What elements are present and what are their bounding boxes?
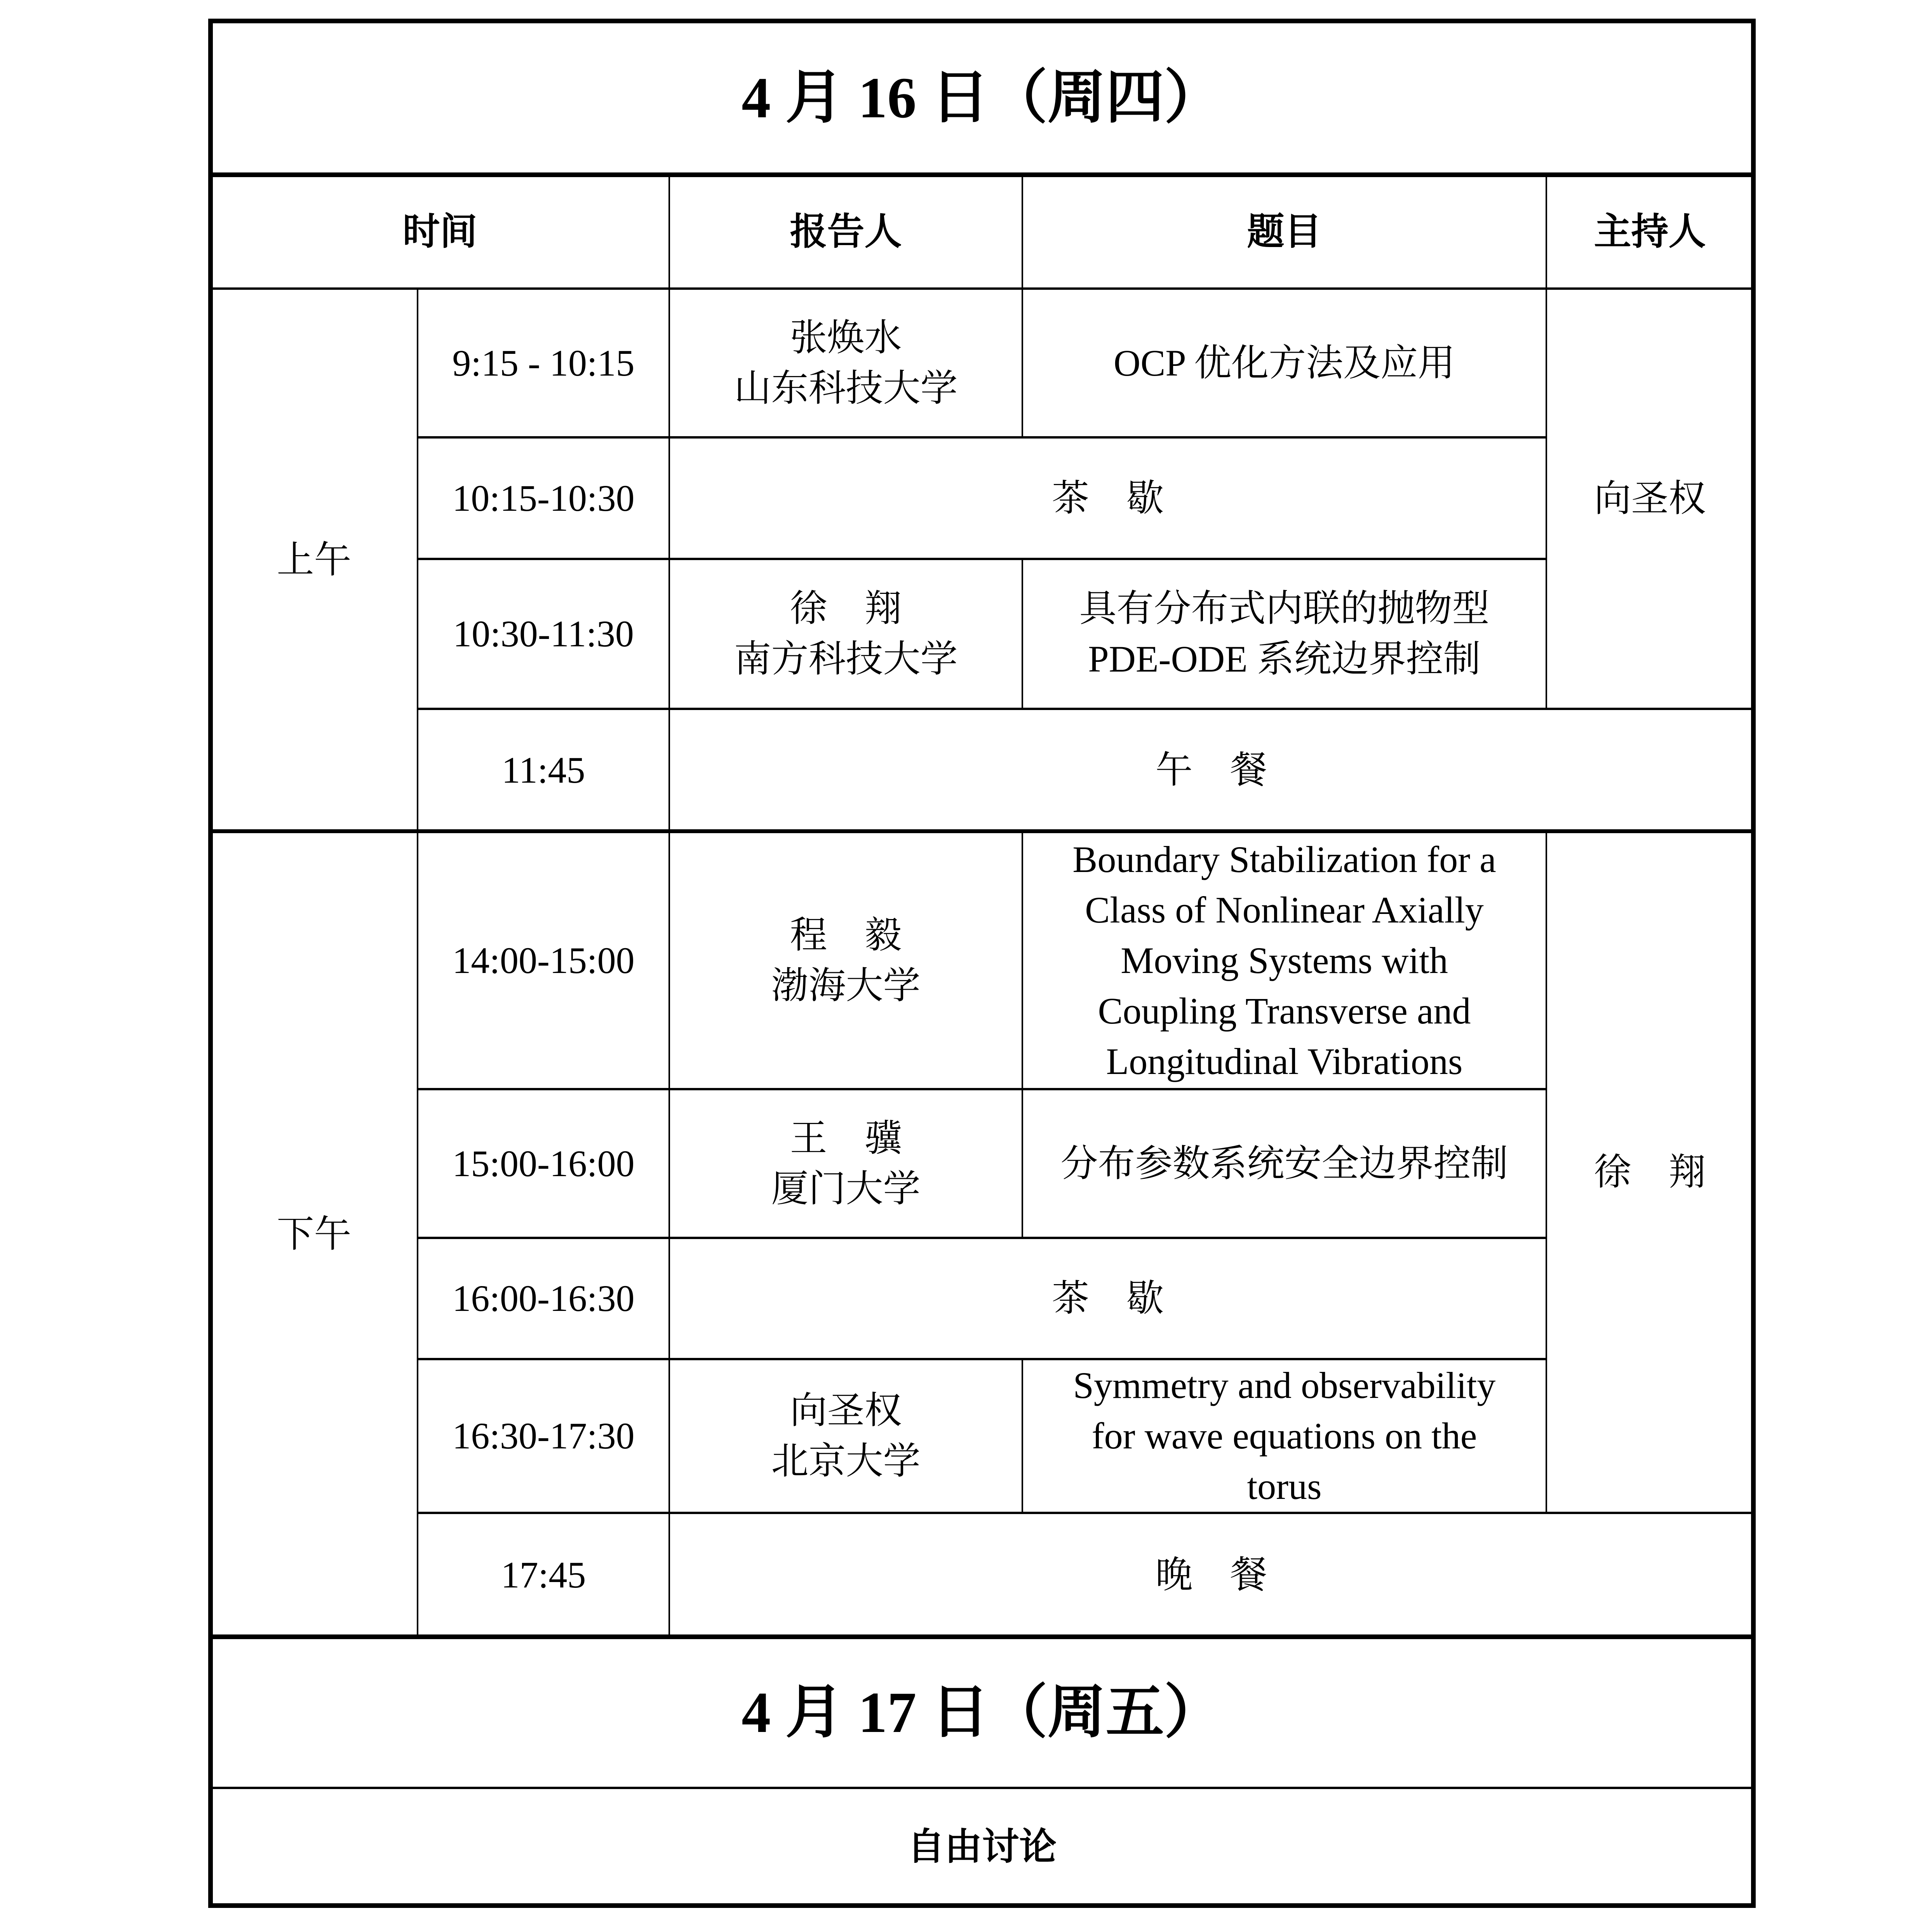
dinner-cell [669,1513,1753,1637]
table-row-time [418,1089,669,1238]
row-divider [418,708,1753,710]
table-row-time [418,1513,669,1637]
divider-morning-afternoon [208,829,1756,833]
speaker-name: 程 毅 [790,914,902,956]
day2-activity [211,1788,1753,1906]
col-divider-topic [1546,175,1547,709]
speaker-cell [669,832,1022,1089]
time-text: 16:00-16:30 [452,1278,635,1319]
topic-line: for wave equations on the [1091,1415,1477,1457]
speaker-cell [669,1089,1022,1238]
table-border-left [208,19,213,1908]
col-divider-speaker [1022,559,1023,709]
topic-line: Boundary Stabilization for a [1072,838,1496,880]
topic-line: Longitudinal Vibrations [1106,1040,1463,1082]
row-divider [211,1787,1753,1789]
topic-line: Coupling Transverse and [1098,990,1471,1032]
topic-line: Class of Nonlinear Axially [1085,889,1484,931]
morning-host-cell [1546,289,1753,709]
divider-header [211,287,1753,290]
topic-cell [1022,832,1546,1089]
break-text: 午 餐 [1155,749,1267,791]
speaker-name: 向圣权 [790,1390,902,1431]
topic-cell [1022,559,1546,709]
header-topic [1022,175,1546,289]
header-host-label: 主持人 [1594,211,1706,252]
table-row-time [418,1238,669,1359]
speaker-affiliation: 山东科技大学 [734,367,958,409]
host-name: 徐 翔 [1594,1151,1706,1193]
table-row-time [418,289,669,437]
time-text: 17:45 [501,1554,586,1596]
topic-cell [1022,289,1546,437]
day1-title [211,21,1753,175]
header-host [1546,175,1753,289]
row-divider [418,1088,1546,1090]
header-topic-label: 题目 [1247,211,1322,252]
speaker-affiliation: 厦门大学 [771,1168,921,1210]
host-name: 向圣权 [1594,478,1706,519]
header-speaker [669,175,1022,289]
day1-title-text: 4 月 16 日（周四） [742,66,1222,130]
speaker-cell [669,1359,1022,1513]
header-time-label: 时间 [402,211,477,252]
table-border-bottom [208,1903,1756,1908]
speaker-affiliation: 南方科技大学 [734,638,958,680]
speaker-name: 徐 翔 [790,588,902,629]
speaker-cell [669,289,1022,437]
col-divider-session [417,289,418,1637]
topic-line: torus [1247,1466,1322,1507]
table-border-top [208,19,1756,23]
time-text: 15:00-16:00 [452,1142,635,1184]
table-border-right [1751,19,1756,1908]
row-divider [418,558,1546,560]
time-text: 11:45 [501,749,585,791]
topic-line: 具有分布式内联的抛物型 [1079,588,1490,629]
speaker-cell [669,559,1022,709]
table-row-time [418,832,669,1089]
day2-activity-text: 自由讨论 [907,1826,1057,1868]
header-time [211,175,669,289]
afternoon-label-text: 下午 [277,1213,352,1255]
table-row-time [418,709,669,832]
row-divider [418,1512,1753,1514]
time-text: 16:30-17:30 [452,1415,635,1457]
afternoon-label [211,832,418,1637]
row-divider [418,436,1546,439]
table-row-time [418,1359,669,1513]
divider-title [208,172,1756,177]
col-divider-speaker [1022,1359,1023,1513]
break-text: 茶 歇 [1052,477,1164,519]
row-divider [418,1358,1546,1360]
topic-line: Symmetry and observability [1073,1365,1496,1406]
speaker-name: 张焕水 [790,317,902,359]
col-divider-time [668,175,670,1637]
break-text: 茶 歇 [1052,1278,1164,1319]
tea-break-cell [669,1238,1546,1359]
topic-cell [1022,1089,1546,1238]
speaker-affiliation: 渤海大学 [771,964,921,1006]
afternoon-host-cell [1546,832,1753,1513]
break-text: 晚 餐 [1155,1554,1267,1596]
col-divider-topic [1546,832,1547,1513]
topic-text: OCP 优化方法及应用 [1113,342,1455,384]
topic-line: PDE-ODE 系统边界控制 [1088,638,1481,680]
time-text: 10:15-10:30 [452,477,635,519]
topic-line: Moving Systems with [1121,939,1448,981]
speaker-name: 王 骥 [790,1117,902,1159]
row-divider [418,1237,1546,1239]
speaker-affiliation: 北京大学 [771,1440,921,1482]
day2-title-text: 4 月 17 日（周五） [742,1680,1222,1745]
divider-day2 [208,1634,1756,1639]
day2-title [211,1637,1753,1788]
topic-text: 分布参数系统安全边界控制 [1060,1142,1508,1184]
col-divider-speaker [1022,832,1023,1238]
topic-cell [1022,1359,1546,1513]
morning-label [211,289,418,832]
table-row-time [418,437,669,559]
tea-break-cell [669,437,1546,559]
lunch-cell [669,709,1753,832]
table-row-time [418,559,669,709]
header-speaker-label: 报告人 [790,211,902,252]
time-text: 14:00-15:00 [452,939,635,981]
time-text: 9:15 - 10:15 [452,342,635,384]
time-text: 10:30-11:30 [453,613,634,654]
morning-label-text: 上午 [277,539,352,581]
col-divider-speaker [1022,175,1023,437]
